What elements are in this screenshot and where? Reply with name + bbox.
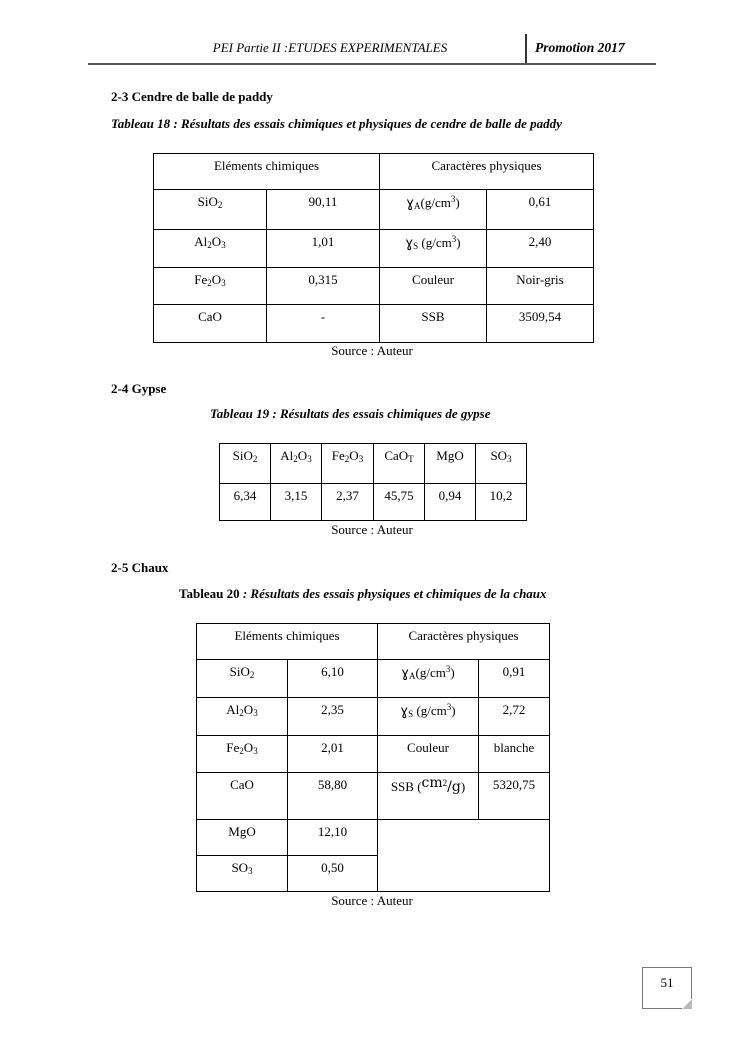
table-18-caption: Tableau 18 : Résultats des essais chimiques et physiques de cendre de balle de paddy bbox=[111, 116, 562, 131]
property-cell: Couleur bbox=[378, 736, 479, 773]
element-cell: SiO$_2$ bbox=[197, 660, 288, 698]
value-cell: 10,2 bbox=[476, 484, 527, 521]
table-18-header-phys: Caractères physiques bbox=[380, 154, 594, 190]
value-cell: - bbox=[267, 305, 380, 343]
table-20-header-chem: Eléments chimiques bbox=[197, 624, 378, 660]
value-cell: 2,01 bbox=[288, 736, 378, 773]
section-heading-2-5: 2-5 Chaux bbox=[111, 560, 169, 575]
table-row bbox=[197, 820, 550, 856]
value-cell: 90,11 bbox=[267, 190, 380, 230]
value-cell: 0,315 bbox=[267, 268, 380, 305]
table-20-header-phys: Caractères physiques bbox=[378, 624, 550, 660]
property-value-cell: 2,72 bbox=[479, 698, 550, 736]
table-18 bbox=[153, 153, 594, 343]
table-19 bbox=[219, 443, 527, 521]
property-value-cell: 0,61 bbox=[487, 190, 594, 230]
table-20-source: Source : Auteur bbox=[331, 893, 413, 908]
element-cell: MgO bbox=[197, 820, 288, 856]
column-header: CaO$_T$ bbox=[374, 444, 425, 484]
property-cell: $ɣ_A(g/cm^3)$ bbox=[378, 660, 479, 698]
table-row bbox=[154, 190, 594, 230]
element-cell: SiO$_2$ bbox=[154, 190, 267, 230]
table-row bbox=[154, 230, 594, 268]
property-cell: ɣ$_S$ $(g/cm^3)$ bbox=[378, 698, 479, 736]
table-row bbox=[220, 484, 527, 521]
value-cell: 2,37 bbox=[322, 484, 374, 521]
value-cell: 45,75 bbox=[374, 484, 425, 521]
table-row bbox=[154, 268, 594, 305]
value-cell: 3,15 bbox=[271, 484, 322, 521]
table-row bbox=[197, 773, 550, 820]
property-value-cell: blanche bbox=[479, 736, 550, 773]
column-header: $Fe_2O_3$ bbox=[322, 444, 374, 484]
property-value-cell: 3509,54 bbox=[487, 305, 594, 343]
element-cell: $SO_3$ bbox=[197, 856, 288, 892]
value-cell: 12,10 bbox=[288, 820, 378, 856]
value-cell: 2,35 bbox=[288, 698, 378, 736]
property-value-cell: Noir-gris bbox=[487, 268, 594, 305]
page-number: 51 bbox=[660, 975, 674, 990]
header-promotion: Promotion 2017 bbox=[535, 40, 625, 55]
column-header: $SO_3$ bbox=[476, 444, 527, 484]
table-row bbox=[197, 698, 550, 736]
table-18-source: Source : Auteur bbox=[331, 343, 413, 358]
value-cell: 0,94 bbox=[425, 484, 476, 521]
column-header: $Al_2O_3$ bbox=[271, 444, 322, 484]
header-title: PEI Partie II :ETUDES EXPERIMENTALES bbox=[212, 40, 448, 55]
section-heading-2-4: 2-4 Gypse bbox=[111, 381, 167, 396]
property-cell: Couleur bbox=[380, 268, 487, 305]
element-cell: CaO bbox=[154, 305, 267, 343]
element-cell: $Fe_2O_3$ bbox=[154, 268, 267, 305]
value-cell: 6,10 bbox=[288, 660, 378, 698]
element-cell: $Al_2O_3$ bbox=[197, 698, 288, 736]
property-value-cell: 2,40 bbox=[487, 230, 594, 268]
header-rule bbox=[88, 63, 656, 65]
column-header: SiO$_2$ bbox=[220, 444, 271, 484]
element-cell: $Fe_2O_3$ bbox=[197, 736, 288, 773]
table-19-source: Source : Auteur bbox=[331, 522, 413, 537]
section-heading-2-3: 2-3 Cendre de balle de paddy bbox=[111, 89, 273, 104]
page-fold-corner bbox=[682, 999, 692, 1009]
table-18-header-chem: Eléments chimiques bbox=[154, 154, 380, 190]
table-20 bbox=[196, 623, 550, 892]
column-header: MgO bbox=[425, 444, 476, 484]
property-value-cell: 0,91 bbox=[479, 660, 550, 698]
element-cell: CaO bbox=[197, 773, 288, 820]
table-row bbox=[197, 736, 550, 773]
value-cell: 1,01 bbox=[267, 230, 380, 268]
table-row bbox=[197, 660, 550, 698]
table-19-caption: Tableau 19 : Résultats des essais chimiques de gypse bbox=[210, 406, 491, 421]
value-cell: 0,50 bbox=[288, 856, 378, 892]
table-row bbox=[154, 305, 594, 343]
table-header-row bbox=[220, 444, 527, 484]
property-cell: SSB $(cm^2/g)$ bbox=[378, 773, 479, 820]
page-number-box bbox=[642, 967, 692, 1009]
property-cell: SSB bbox=[380, 305, 487, 343]
property-cell: ɣ$_S$ $(g/cm^3)$ bbox=[380, 230, 487, 268]
table-20-caption: Tableau 20 : Résultats des essais physiques et chimiques de la chaux bbox=[179, 586, 547, 601]
property-cell: $ɣ_A(g/cm^3)$ bbox=[380, 190, 487, 230]
empty-merged-cell bbox=[378, 820, 550, 892]
value-cell: 58,80 bbox=[288, 773, 378, 820]
header-separator bbox=[525, 34, 527, 65]
element-cell: $Al_2O_3$ bbox=[154, 230, 267, 268]
value-cell: 6,34 bbox=[220, 484, 271, 521]
property-value-cell: 5320,75 bbox=[479, 773, 550, 820]
